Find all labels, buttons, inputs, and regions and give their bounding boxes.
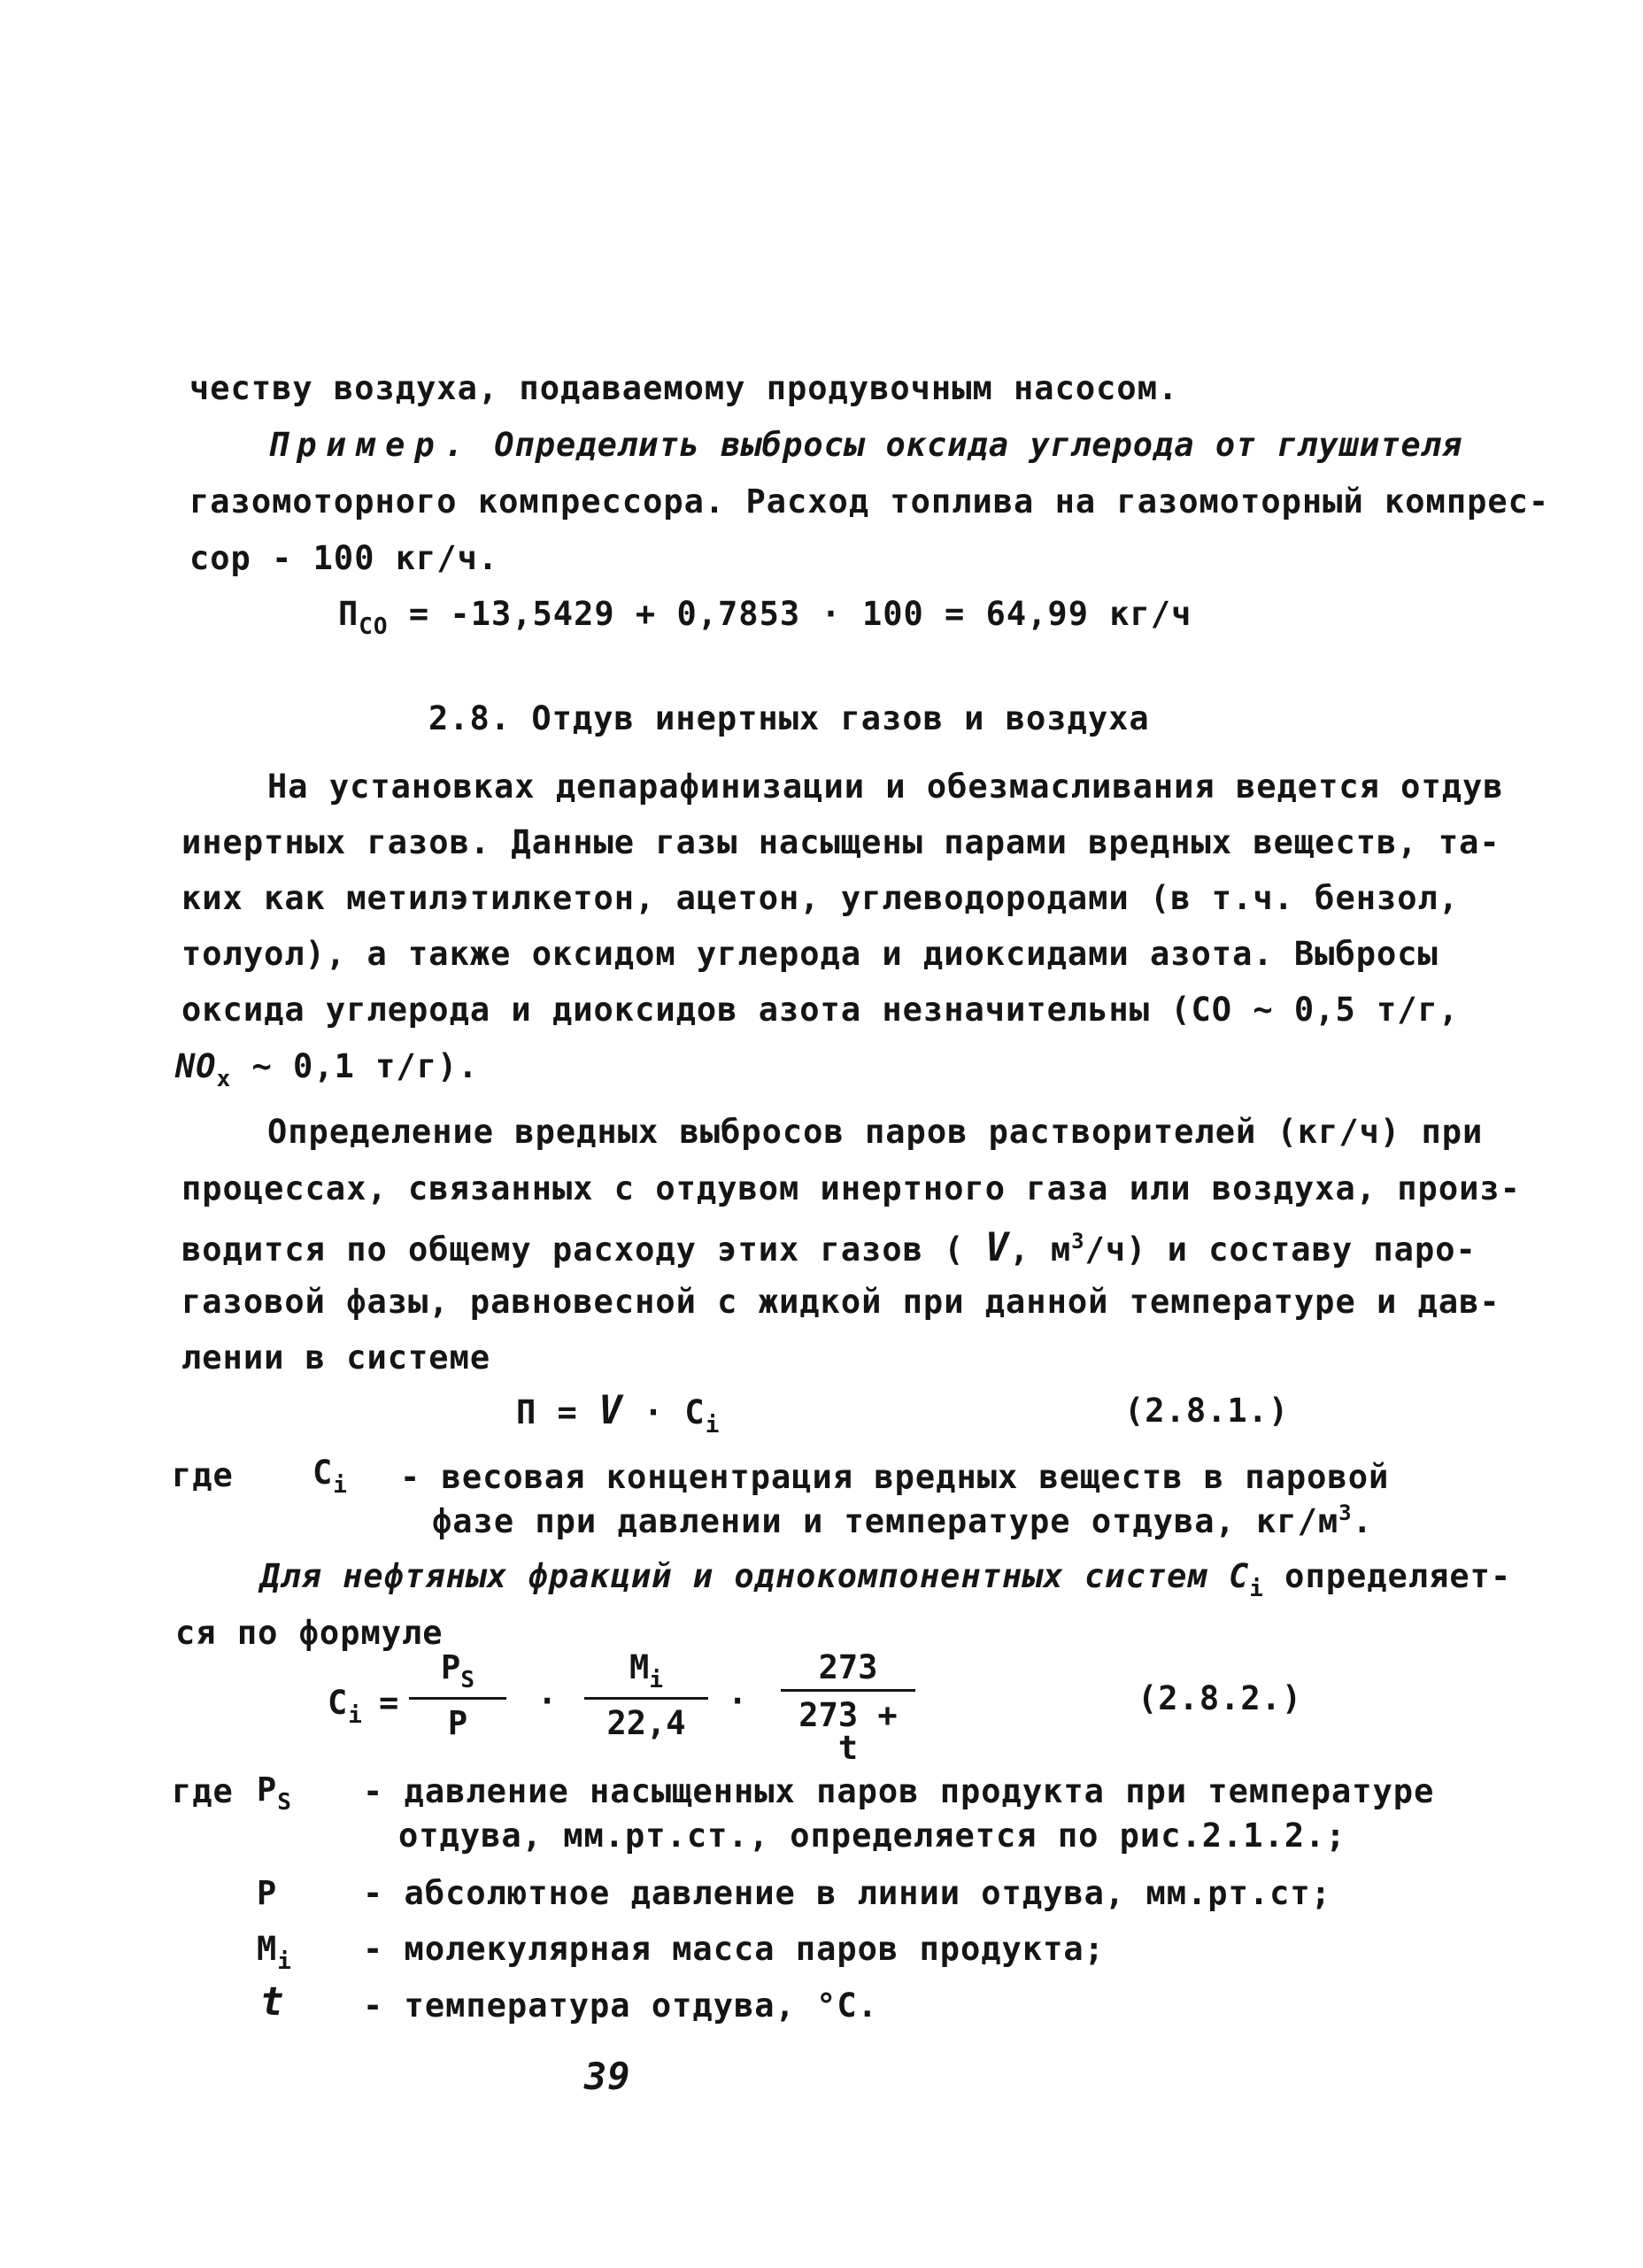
fraction-numerator: $P_S$: [441, 1648, 474, 1693]
fraction-numerator: 273: [818, 1648, 878, 1686]
example-text: Определить выбросы оксида углерода от глушителя: [494, 426, 1463, 464]
formula-lhs-sub: СО: [359, 613, 389, 640]
eq1-v: V: [598, 1388, 623, 1433]
equation-2-8-1: [516, 1388, 721, 1439]
para3-line: ся по формуле: [175, 1614, 444, 1652]
where-symbol: $P_S$: [257, 1770, 292, 1816]
para1-last-line: [175, 1047, 479, 1092]
eq1-expr-b: · C: [622, 1393, 706, 1431]
para2-text-end: /ч) и составу паро-: [1084, 1230, 1477, 1269]
eq2-equals: =: [379, 1684, 400, 1722]
para3-sub: i: [1249, 1576, 1264, 1602]
where-def-line: - молекулярная масса паров продукта;: [363, 1930, 1105, 1968]
where-symbol-sub: i: [333, 1472, 348, 1499]
para2-line: лении в системе: [181, 1338, 491, 1377]
where-word: где: [172, 1456, 234, 1494]
where-word: где: [172, 1772, 234, 1810]
text-line: честву воздуха, подаваемому продувочным насосом.: [189, 369, 1179, 407]
section-heading: 2.8. Отдув инертных газов и воздуха: [428, 699, 1150, 737]
where-def-end: .: [1352, 1502, 1373, 1540]
eq1-sub: i: [705, 1412, 721, 1439]
where-def-sup: 3: [1338, 1500, 1353, 1525]
volume-unit: , м: [1009, 1230, 1072, 1269]
where-def-line: - давление насыщенных паров продукта при температуре: [363, 1772, 1435, 1810]
where-def-line: - весовая концентрация вредных веществ в паровой: [400, 1458, 1390, 1496]
fraction-m-over-22-4: [584, 1648, 708, 1742]
para2-line: Определение вредных выбросов паров растворителей (кг/ч) при: [267, 1113, 1484, 1151]
para3-text-end: определяет-: [1263, 1557, 1512, 1595]
eq2-dot: ·: [537, 1682, 559, 1720]
page-number: 39: [584, 2055, 631, 2098]
where-def-line: - абсолютное давление в линии отдува, мм.рт.ст;: [363, 1874, 1331, 1912]
para2-line: [181, 1225, 1477, 1270]
fraction-denominator: 273 + t: [798, 1696, 898, 1767]
nox-sub: x: [216, 1066, 232, 1092]
para3-line: [260, 1557, 1512, 1602]
para2-line: газовой фазы, равновесной с жидкой при данной температуре и дав-: [181, 1283, 1500, 1321]
para2-line: процессах, связанных с отдувом инертного газа или воздуха, произ-: [181, 1169, 1521, 1207]
equation-number: (2.8.2.): [1138, 1679, 1303, 1717]
fraction-ps-over-p: [409, 1648, 506, 1742]
eq1-expr-a: П =: [516, 1393, 599, 1431]
where-symbol-c: C: [312, 1454, 334, 1492]
eq2-lhs-c: C: [328, 1684, 349, 1722]
fraction-denominator: P: [447, 1704, 468, 1742]
eq2-lhs-sub: i: [348, 1702, 363, 1729]
equation-number: (2.8.1.): [1124, 1392, 1290, 1430]
volume-var: V: [984, 1225, 1010, 1270]
fraction-denominator: 22,4: [606, 1704, 686, 1742]
para1-line: На установках депарафинизации и обезмасливания ведется отдув: [267, 768, 1504, 806]
where-def-line: отдува, мм.рт.ст., определяется по рис.2.1.2.;: [398, 1817, 1346, 1855]
nox-value: ~ 0,1 т/г).: [251, 1047, 479, 1085]
volume-unit-sup: 3: [1071, 1229, 1085, 1254]
fraction-numerator: $M_i$: [629, 1648, 663, 1693]
where-symbol: P: [257, 1874, 278, 1912]
fraction-273-over-273-t: [781, 1648, 915, 1767]
where-symbol: $M_i$: [257, 1930, 292, 1975]
where-symbol: [312, 1456, 348, 1497]
nox-symbol: NO: [175, 1047, 217, 1085]
formula-lhs: П: [338, 595, 359, 633]
para1-line: инертных газов. Данные газы насыщены парами вредных веществ, та-: [181, 823, 1500, 861]
eq2-lhs: [328, 1686, 363, 1727]
where-def-line: - температура отдува, °С.: [363, 1986, 878, 2025]
eq2-dot: ·: [728, 1682, 749, 1720]
where-def-line: [432, 1502, 1373, 1538]
para3-text: Для нефтяных фракций и однокомпонентных систем C: [260, 1557, 1250, 1595]
formula-pco: [338, 595, 1192, 640]
example-line: [267, 426, 1463, 464]
para1-line: оксида углерода и диоксидов азота незначительны (СО ~ 0,5 т/г,: [181, 991, 1460, 1029]
text-line: сор - 100 кг/ч.: [189, 539, 499, 577]
where-symbol: t: [260, 1979, 285, 2025]
example-label: Пример.: [267, 426, 474, 464]
para1-line: толуол), а также оксидом углерода и диоксидами азота. Выбросы: [181, 935, 1439, 973]
para1-line: ких как метилэтилкетон, ацетон, углеводородами (в т.ч. бензол,: [181, 879, 1460, 917]
formula-rhs: = -13,5429 + 0,7853 · 100 = 64,99 кг/ч: [408, 595, 1192, 633]
text-line: газомоторного компрессора. Расход топлива на газомоторный компрес-: [189, 482, 1550, 521]
para2-text: водится по общему расходу этих газов (: [181, 1230, 965, 1269]
where-def-text: фазе при давлении и температуре отдува, кг/м: [432, 1502, 1339, 1540]
